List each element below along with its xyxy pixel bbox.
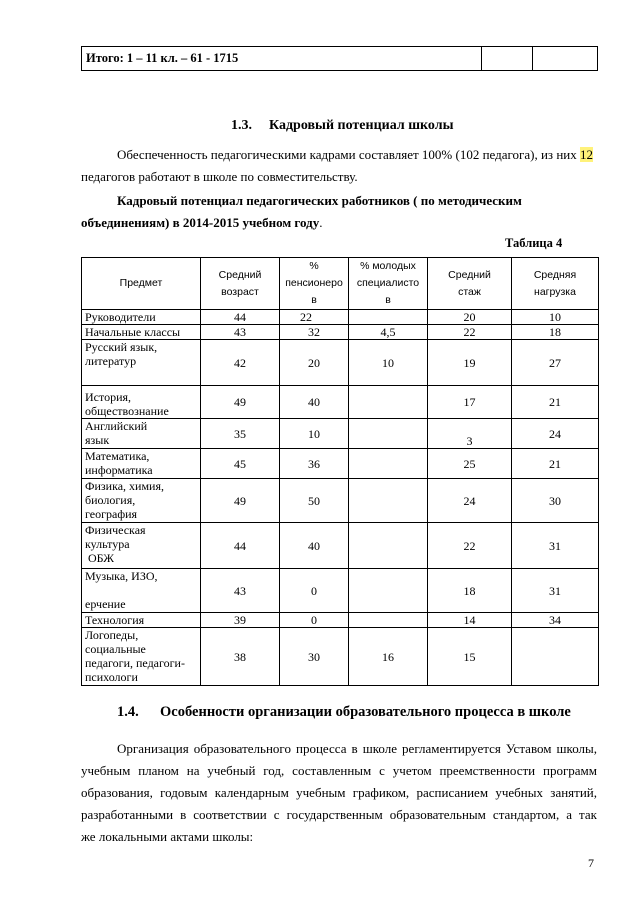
staffing-paragraph-line1: Обеспеченность педагогическими кадрами составляет 100% (102 педагога), из них 12 <box>117 147 593 162</box>
highlighted-number: 12 <box>579 147 593 162</box>
section-number: 1.4. <box>117 704 139 720</box>
summary-empty-cell <box>533 47 598 71</box>
header-avg-age: Средний возраст <box>201 258 280 310</box>
summary-text: Итого: 1 – 11 кл. – 61 - 1715 <box>82 47 482 71</box>
section-title: Особенности организации образовательного процесса в школе <box>160 704 571 720</box>
process-paragraph-line: же локальными актами школы: <box>81 829 254 844</box>
process-paragraph-line: разработанными в соответствии с государственным образовательным стандартом, а так <box>81 807 597 822</box>
table-row: Логопеды, социальные педагоги, педагоги- психологи 38 30 16 15 <box>82 628 599 686</box>
table-row: Музыка, ИЗО, ерчение 43 0 18 31 <box>82 569 599 613</box>
table-row: Физика, химия, биология, география 49 50 24 30 <box>82 479 599 523</box>
staffing-paragraph-line2: педагогов работают в школе по совместительству. <box>81 169 358 184</box>
section-title: Кадровый потенциал школы <box>269 118 454 133</box>
table-header-row <box>82 258 599 310</box>
staff-table <box>81 257 599 686</box>
section-number: 1.3. <box>231 118 252 133</box>
table-row: Английский язык 35 10 3 24 <box>82 419 599 449</box>
section-1-3-heading <box>231 118 454 134</box>
header-avg-experience: Средний стаж <box>428 258 512 310</box>
summary-empty-cell <box>482 47 533 71</box>
table-row: История, обществознание 49 40 17 21 <box>82 386 599 419</box>
table-row: Руководители 44 22 20 10 <box>82 310 599 325</box>
table-intro-line2: объединениям) в 2014-2015 учебном году. <box>81 215 323 230</box>
process-paragraph-line: Организация образовательного процесса в школе регламентируется Уставом школы, <box>117 741 597 756</box>
process-paragraph-line: учебным планом на учебный год, составленным с учетом преемственности программ <box>81 763 597 778</box>
page-number: 7 <box>588 856 594 870</box>
table-intro-line1: Кадровый потенциал педагогических работников ( по методическим <box>117 193 522 208</box>
process-paragraph-line: образования, годовым календарным учебным графиком, расписанием учебных занятий, <box>81 785 597 800</box>
table-row: Начальные классы 43 32 4,5 22 18 <box>82 325 599 340</box>
table-row: Технология 39 0 14 34 <box>82 613 599 628</box>
table-row: Математика, информатика 45 36 25 21 <box>82 449 599 479</box>
header-avg-load: Средняя нагрузка <box>512 258 599 310</box>
table-caption: Таблица 4 <box>505 236 563 250</box>
header-young-specialists: % молодых специалисто в <box>349 258 428 310</box>
section-1-4-heading <box>117 704 571 721</box>
header-pensioners: % пенсионеро в <box>280 258 349 310</box>
header-subject: Предмет <box>82 258 201 310</box>
summary-table <box>81 46 598 71</box>
table-row: Русский язык, литератур 42 20 10 19 27 <box>82 340 599 386</box>
table-row: Физическая культура ОБЖ 44 40 22 31 <box>82 523 599 569</box>
